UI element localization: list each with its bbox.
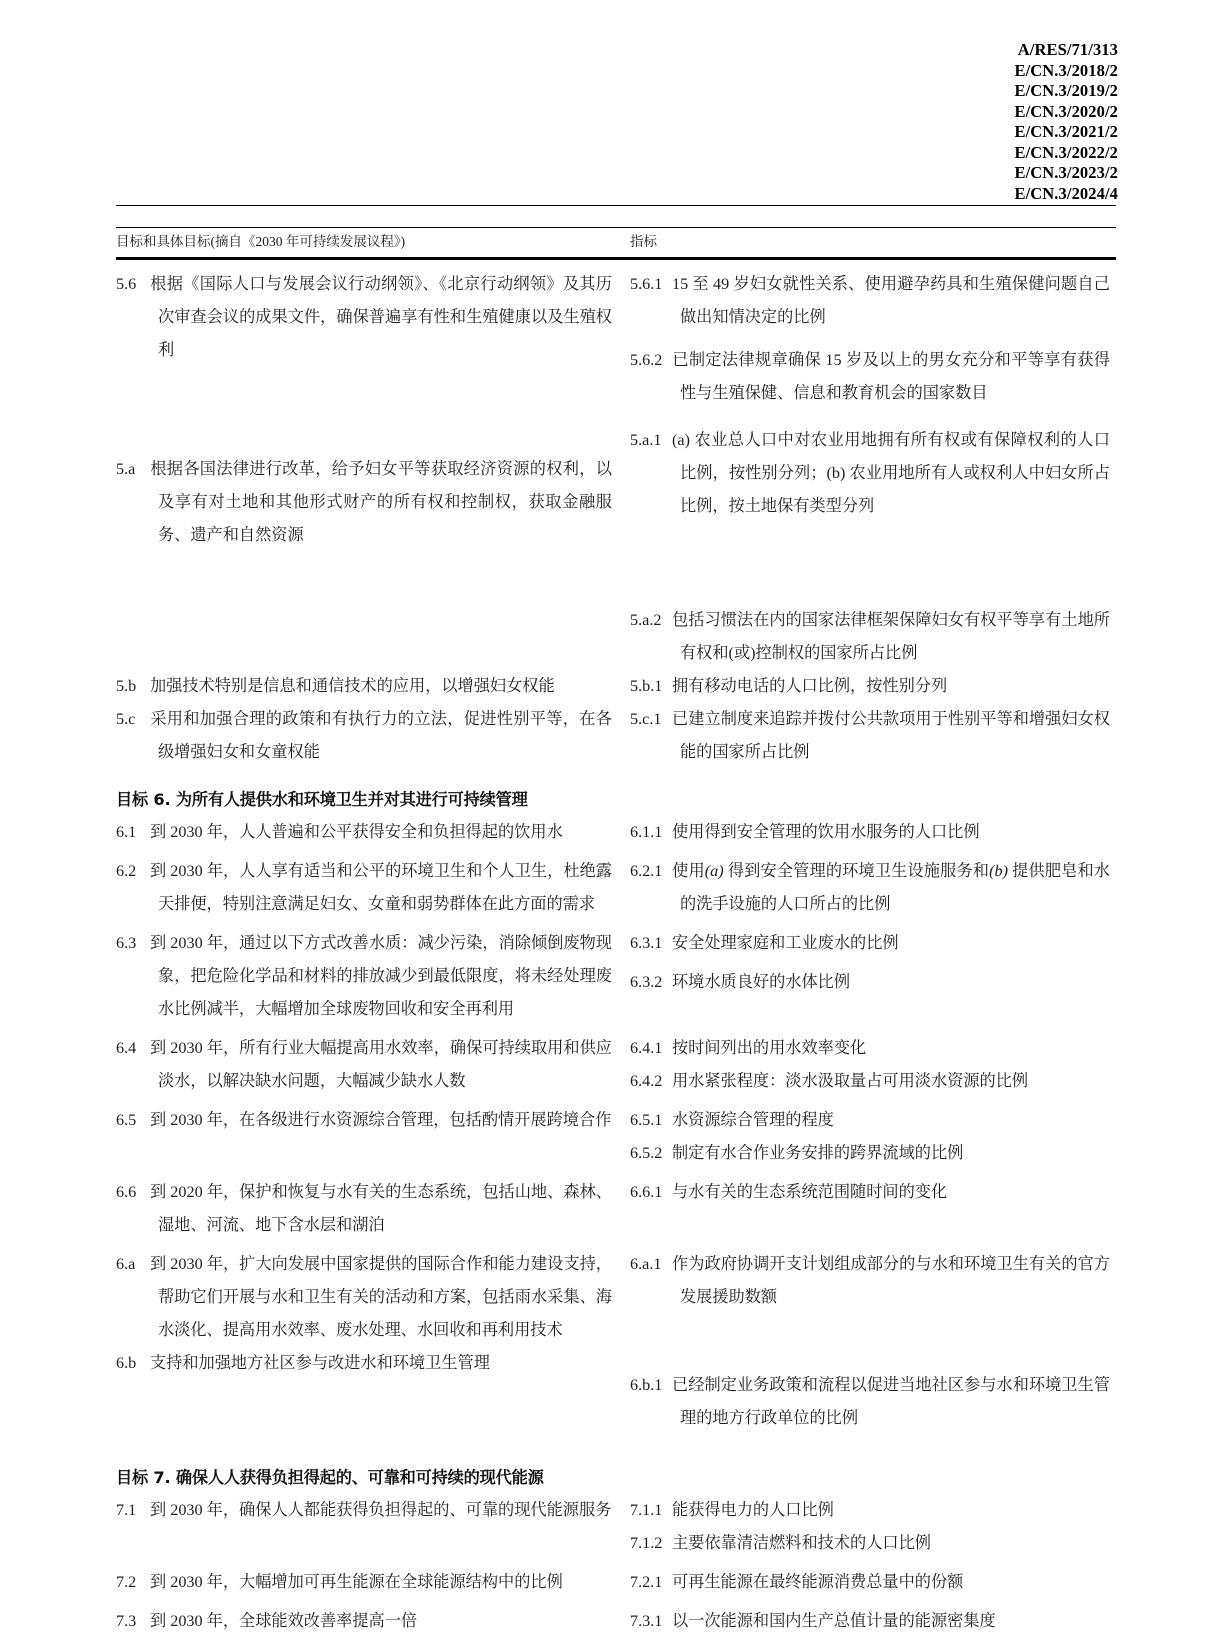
goal-heading-row (116, 1435, 1116, 1494)
target-number: 5.6 (116, 275, 137, 293)
target-6-3 (116, 927, 612, 1026)
table-body (116, 268, 1116, 1638)
target-7-1 (116, 1494, 612, 1527)
target-6-a (116, 1248, 612, 1347)
indicator-text: 用水紧张程度：淡水汲取量占可用淡水资源的比例 (672, 1072, 1029, 1090)
indicators-cell (630, 1347, 1116, 1435)
table-row (116, 921, 1116, 1026)
indicators-cell (630, 1560, 1116, 1599)
indicator-label-b: (b) (989, 862, 1008, 880)
document-symbol: E/CN.3/2018/2 (1014, 60, 1118, 80)
indicators-cell (630, 1494, 1116, 1560)
target-text: 到 2020 年，保护和恢复与水有关的生态系统，包括山地、森林、湿地、河流、地下含水层和湖泊 (150, 1183, 612, 1234)
indicators-cell (630, 1098, 1116, 1170)
indicator-7-1-2 (630, 1527, 1110, 1560)
indicator-number: 6.a.1 (630, 1255, 662, 1273)
indicators-cell (630, 816, 1116, 849)
indicator-number: 6.3.2 (630, 973, 663, 991)
targets-cell (116, 1599, 630, 1638)
indicator-number: 5.b.1 (630, 677, 663, 695)
indicators-cell (630, 1242, 1116, 1347)
targets-cell (116, 1435, 630, 1494)
indicator-text: 按时间列出的用水效率变化 (672, 1039, 867, 1057)
indicator-text: 以一次能源和国内生产总值计量的能源密集度 (672, 1612, 996, 1630)
target-number: 6.2 (116, 862, 137, 880)
target-number: 6.3 (116, 934, 137, 952)
indicator-6-4-2 (630, 1065, 1110, 1098)
target-number: 5.b (116, 677, 137, 695)
targets-cell (116, 670, 630, 703)
indicator-5-c-1 (630, 703, 1110, 769)
table-row (116, 670, 1116, 703)
targets-cell (116, 552, 630, 670)
targets-cell (116, 1242, 630, 1347)
indicator-number: 5.6.2 (630, 351, 663, 369)
target-number: 5.c (116, 710, 136, 728)
target-number: 7.1 (116, 1501, 137, 1519)
table-row (116, 849, 1116, 921)
target-5-6 (116, 268, 612, 367)
table-row (116, 1347, 1116, 1435)
targets-cell (116, 816, 630, 849)
indicator-number: 6.3.1 (630, 934, 663, 952)
column-header-targets: 目标和具体目标(摘自《2030 年可持续发展议程》) (116, 234, 406, 249)
target-number: 6.1 (116, 823, 137, 841)
indicator-7-3-1 (630, 1605, 1110, 1638)
target-text: 根据《国际人口与发展会议行动纲领》、《北京行动纲领》及其历次审查会议的成果文件，确保普遍享有性和生殖健康以及生殖权利 (150, 275, 612, 359)
header-divider-rule (116, 205, 1116, 206)
target-number: 7.3 (116, 1612, 137, 1630)
indicator-text: 15 至 49 岁妇女就性关系、使用避孕药具和生殖保健问题自己做出知情决定的比例 (672, 275, 1110, 326)
indicator-number: 5.6.1 (630, 275, 663, 293)
table-row (116, 1170, 1116, 1242)
indicator-number: 7.2.1 (630, 1573, 663, 1591)
indicator-number: 6.b.1 (630, 1376, 663, 1394)
target-text: 到 2030 年，人人享有适当和公平的环境卫生和个人卫生，杜绝露天排便，特别注意满足妇女、女童和弱势群体在此方面的需求 (150, 862, 612, 913)
indicator-number: 7.1.2 (630, 1534, 663, 1552)
targets-cell (116, 921, 630, 1026)
target-text: 到 2030 年，人人普遍和公平获得安全和负担得起的饮用水 (150, 823, 563, 841)
target-text: 支持和加强地方社区参与改进水和环境卫生管理 (150, 1354, 490, 1372)
indicator-text: 已经制定业务政策和流程以促进当地社区参与水和环境卫生管理的地方行政单位的比例 (672, 1376, 1110, 1427)
target-6-b (116, 1347, 612, 1380)
indicator-6-4-1 (630, 1032, 1110, 1065)
indicator-5-a-1 (630, 424, 1110, 523)
column-header-indicators: 指标 (630, 234, 657, 249)
indicator-number: 7.3.1 (630, 1612, 663, 1630)
target-text: 根据各国法律进行改革，给予妇女平等获取经济资源的权利，以及享有对土地和其他形式财产的所有权和控制权，获取金融服务、遗产和自然资源 (150, 460, 612, 544)
indicator-number: 5.c.1 (630, 710, 662, 728)
indicator-number: 6.5.2 (630, 1144, 663, 1162)
targets-cell (116, 268, 630, 552)
target-6-5 (116, 1104, 612, 1137)
targets-cell (116, 1494, 630, 1560)
document-symbol-block (1014, 40, 1118, 204)
target-7-2 (116, 1566, 612, 1599)
indicators-cell (630, 703, 1116, 769)
indicators-cell (630, 1026, 1116, 1098)
target-number: 5.a (116, 460, 136, 478)
targets-cell (116, 1170, 630, 1242)
goal-6-heading: 目标 6. 为所有人提供水和环境卫生并对其进行可持续管理 (116, 790, 528, 809)
target-text: 加强技术特别是信息和通信技术的应用，以增强妇女权能 (150, 677, 555, 695)
indicators-cell (630, 1170, 1116, 1242)
indicator-text: 能获得电力的人口比例 (672, 1501, 834, 1519)
target-5-c (116, 703, 612, 769)
indicator-6-5-2 (630, 1137, 1110, 1170)
targets-cell (116, 849, 630, 921)
indicator-5-a-2 (630, 604, 1110, 670)
indicator-6-2-1 (630, 855, 1110, 921)
indicator-number: 7.1.1 (630, 1501, 663, 1519)
target-number: 7.2 (116, 1573, 137, 1591)
target-6-2 (116, 855, 612, 921)
table-row (116, 1560, 1116, 1599)
indicator-number: 6.5.1 (630, 1111, 663, 1129)
indicator-7-1-1 (630, 1494, 1110, 1527)
document-symbol: E/CN.3/2022/2 (1014, 142, 1118, 162)
target-number: 6.4 (116, 1039, 137, 1057)
target-number: 6.b (116, 1354, 137, 1372)
indicator-text-part1: 使用 (672, 862, 705, 880)
indicator-6-5-1 (630, 1104, 1110, 1137)
indicator-number: 6.6.1 (630, 1183, 663, 1201)
indicator-text: 可再生能源在最终能源消费总量中的份额 (672, 1573, 964, 1591)
indicator-text: 使用得到安全管理的饮用水服务的人口比例 (672, 823, 980, 841)
indicator-label-a: (a) (704, 862, 724, 880)
target-text: 到 2030 年，全球能效改善率提高一倍 (150, 1612, 418, 1630)
indicator-5-6-2 (630, 344, 1110, 410)
indicators-cell (630, 552, 1116, 670)
target-number: 6.a (116, 1255, 136, 1273)
indicator-text: 环境水质良好的水体比例 (672, 973, 851, 991)
indicator-6-3-1 (630, 927, 1110, 960)
indicator-text: 已建立制度来追踪并拨付公共款项用于性别平等和增强妇女权能的国家所占比例 (672, 710, 1110, 761)
document-symbol: E/CN.3/2019/2 (1014, 81, 1118, 100)
indicators-cell (630, 1435, 1116, 1494)
targets-cell (116, 703, 630, 769)
goal-heading-row (116, 769, 1116, 816)
indicator-6-1-1 (630, 816, 1110, 849)
target-text: 到 2030 年，所有行业大幅提高用水效率，确保可持续取用和供应淡水，以解决缺水问题，大幅减少缺水人数 (150, 1039, 612, 1090)
indicator-text: 水资源综合管理的程度 (672, 1111, 834, 1129)
table-column-headers (116, 232, 1116, 256)
target-text: 到 2030 年，扩大向发展中国家提供的国际合作和能力建设支持，帮助它们开展与水和卫生有关的活动和方案，包括雨水采集、海水淡化、提高用水效率、废水处理、水回收和再利用技术 (150, 1255, 612, 1339)
targets-cell (116, 1026, 630, 1098)
target-5-a (116, 453, 612, 552)
indicator-6-6-1 (630, 1176, 1110, 1209)
goal-7-heading: 目标 7. 确保人人获得负担得起的、可靠和可持续的现代能源 (116, 1468, 544, 1487)
targets-cell (116, 769, 630, 816)
indicators-cell (630, 268, 1116, 552)
indicator-text: 拥有移动电话的人口比例，按性别分列 (672, 677, 948, 695)
target-text: 到 2030 年，通过以下方式改善水质：减少污染，消除倾倒废物现象，把危险化学品和材料的排放减少到最低限度，将未经处理废水比例减半，大幅增加全球废物回收和安全再利用 (150, 934, 612, 1018)
indicator-6-a-1 (630, 1248, 1110, 1314)
target-text: 采用和加强合理的政策和有执行力的立法，促进性别平等，在各级增强妇女和女童权能 (150, 710, 612, 761)
indicator-5-6-1 (630, 268, 1110, 334)
table-row (116, 268, 1116, 552)
target-5-b (116, 670, 612, 703)
indicator-text: (a) 农业总人口中对农业用地拥有所有权或有保障权利的人口比例，按性别分列；(b) 农业用地所有人或权利人中妇女所占比例，按土地保有类型分列 (672, 431, 1110, 515)
indicator-6-3-2 (630, 966, 1110, 999)
table-row (116, 703, 1116, 769)
target-6-1 (116, 816, 612, 849)
table-row (116, 1242, 1116, 1347)
table-row (116, 1494, 1116, 1560)
indicator-text: 制定有水合作业务安排的跨界流域的比例 (672, 1144, 964, 1162)
indicators-cell (630, 670, 1116, 703)
indicator-number: 5.a.2 (630, 611, 662, 629)
indicator-number: 5.a.1 (630, 431, 662, 449)
indicator-text: 与水有关的生态系统范围随时间的变化 (672, 1183, 948, 1201)
table-row (116, 1599, 1116, 1638)
targets-cell (116, 1560, 630, 1599)
document-symbol: E/CN.3/2020/2 (1014, 101, 1118, 121)
indicator-7-2-1 (630, 1566, 1110, 1599)
indicator-text-part3: 提供肥皂和水的洗手设施的人口所占的比例 (680, 862, 1110, 913)
document-symbol: E/CN.3/2024/4 (1014, 183, 1118, 203)
indicator-number: 6.2.1 (630, 862, 663, 880)
table-row (116, 552, 1116, 670)
indicator-text: 作为政府协调开支计划组成部分的与水和环境卫生有关的官方发展援助数额 (672, 1255, 1110, 1306)
document-symbol: E/CN.3/2021/2 (1014, 122, 1118, 141)
indicators-cell (630, 849, 1116, 921)
indicator-number: 6.4.1 (630, 1039, 663, 1057)
targets-cell (116, 1098, 630, 1170)
indicators-cell (630, 921, 1116, 1026)
targets-cell (116, 1347, 630, 1435)
target-number: 6.5 (116, 1111, 137, 1129)
target-text: 到 2030 年，大幅增加可再生能源在全球能源结构中的比例 (150, 1573, 563, 1591)
indicator-text: 主要依靠清洁燃料和技术的人口比例 (672, 1534, 931, 1552)
indicators-cell (630, 1599, 1116, 1638)
indicator-6-b-1 (630, 1369, 1110, 1435)
target-6-4 (116, 1032, 612, 1098)
indicator-text: 安全处理家庭和工业废水的比例 (672, 934, 899, 952)
document-symbol: A/RES/71/313 (1017, 40, 1118, 59)
indicators-cell (630, 769, 1116, 816)
indicator-text-part2: 得到安全管理的环境卫生设施服务和 (723, 862, 990, 880)
target-number: 6.6 (116, 1183, 137, 1201)
target-text: 到 2030 年，确保人人都能获得负担得起的、可靠的现代能源服务 (150, 1501, 612, 1519)
target-6-6 (116, 1176, 612, 1242)
table-row (116, 1026, 1116, 1098)
table-row (116, 1098, 1116, 1170)
target-7-3 (116, 1605, 612, 1638)
table-row (116, 816, 1116, 849)
table-header-bottom-rule (116, 257, 1116, 260)
indicator-text: 已制定法律规章确保 15 岁及以上的男女充分和平等享有获得性与生殖保健、信息和教育机会的国家数目 (672, 351, 1110, 402)
indicator-number: 6.1.1 (630, 823, 663, 841)
document-symbol: E/CN.3/2023/2 (1014, 163, 1118, 182)
indicator-5-b-1 (630, 670, 1110, 703)
table-top-rule (116, 227, 1116, 228)
target-text: 到 2030 年，在各级进行水资源综合管理，包括酌情开展跨境合作 (150, 1111, 612, 1129)
indicator-text: 包括习惯法在内的国家法律框架保障妇女有权平等享有土地所有权和(或)控制权的国家所占比例 (672, 611, 1110, 662)
indicator-number: 6.4.2 (630, 1072, 663, 1090)
